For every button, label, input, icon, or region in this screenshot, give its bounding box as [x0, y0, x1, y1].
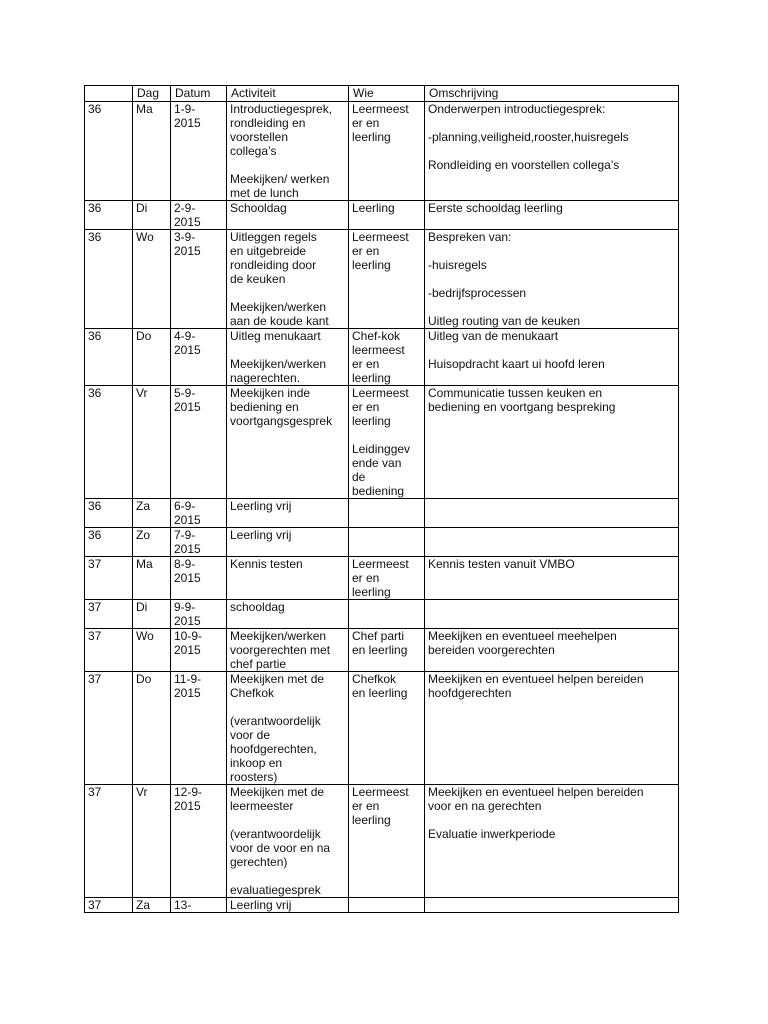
- cell-dag: [133, 898, 171, 913]
- cell-omschrijving: [425, 329, 679, 386]
- cell-week: [85, 672, 133, 785]
- cell-activiteit-text: Meekijken inde bediening en voortgangsgesprek: [230, 386, 333, 428]
- cell-week-text: 36: [88, 201, 102, 215]
- cell-datum: [171, 557, 227, 600]
- cell-datum-text: 3-9- 2015: [174, 230, 201, 258]
- cell-datum-text: 8-9- 2015: [174, 557, 201, 585]
- cell-datum: [171, 386, 227, 499]
- cell-datum: [171, 528, 227, 557]
- table-body: [85, 102, 679, 913]
- cell-datum-text: 5-9- 2015: [174, 386, 201, 414]
- cell-dag-text: Wo: [136, 230, 154, 244]
- cell-activiteit: [227, 557, 349, 600]
- cell-dag: [133, 102, 171, 201]
- cell-datum: [171, 499, 227, 528]
- cell-omschrijving: [425, 898, 679, 913]
- cell-week-text: 36: [88, 230, 102, 244]
- cell-week-text: 37: [88, 785, 102, 799]
- schedule-table: [84, 85, 679, 913]
- cell-omschrijving: [425, 230, 679, 329]
- cell-dag-text: Za: [136, 898, 151, 912]
- cell-week-text: 36: [88, 329, 102, 343]
- cell-activiteit-text: Uitleg menukaart Meekijken/werken nagerechten.: [230, 329, 327, 385]
- cell-dag-text: Di: [136, 600, 148, 614]
- cell-dag: [133, 499, 171, 528]
- cell-wie-text: Leermeest er en leerling: [352, 230, 409, 272]
- cell-dag: [133, 557, 171, 600]
- cell-activiteit: [227, 629, 349, 672]
- cell-dag-text: Zo: [136, 528, 151, 542]
- cell-activiteit: [227, 230, 349, 329]
- cell-omschrijving-text: Meekijken en eventueel helpen bereiden voor en na gerechten Evaluatie inwerkperiode: [428, 785, 644, 841]
- cell-activiteit: [227, 329, 349, 386]
- cell-wie: [349, 386, 425, 499]
- table-row: [85, 230, 679, 329]
- cell-omschrijving: [425, 102, 679, 201]
- header-dag: Dag: [133, 86, 171, 102]
- cell-wie-text: Chef-kok leermeest er en leerling: [352, 329, 405, 385]
- cell-wie: [349, 898, 425, 913]
- cell-week: [85, 629, 133, 672]
- cell-activiteit: [227, 785, 349, 898]
- cell-week-text: 37: [88, 557, 102, 571]
- cell-omschrijving-text: Communicatie tussen keuken en bediening en voortgang bespreking: [428, 386, 616, 414]
- cell-wie: [349, 230, 425, 329]
- cell-omschrijving: [425, 600, 679, 629]
- cell-datum: [171, 629, 227, 672]
- cell-activiteit: [227, 672, 349, 785]
- cell-wie: [349, 672, 425, 785]
- cell-datum: [171, 230, 227, 329]
- cell-activiteit-text: Introductiegesprek, rondleiding en voorstellen collega’s Meekijken/ werken met de lunch: [230, 102, 333, 200]
- cell-week: [85, 386, 133, 499]
- cell-wie: [349, 528, 425, 557]
- cell-datum: [171, 600, 227, 629]
- cell-wie: [349, 102, 425, 201]
- cell-activiteit: [227, 499, 349, 528]
- cell-activiteit-text: Leerling vrij: [230, 528, 292, 542]
- cell-datum: [171, 672, 227, 785]
- cell-omschrijving-text: Eerste schooldag leerling: [428, 201, 563, 215]
- cell-wie: [349, 557, 425, 600]
- cell-activiteit-text: Meekijken met de leermeester (verantwoordelijk voor de voor en na gerechten) evaluatiegesprek: [230, 785, 331, 897]
- cell-omschrijving-text: Meekijken en eventueel meehelpen bereiden voorgerechten: [428, 629, 617, 657]
- cell-omschrijving: [425, 557, 679, 600]
- cell-week: [85, 102, 133, 201]
- table-row: [85, 629, 679, 672]
- cell-wie: [349, 499, 425, 528]
- table-row: [85, 102, 679, 201]
- header-wie: Wie: [349, 86, 425, 102]
- table-row: [85, 898, 679, 913]
- cell-week: [85, 557, 133, 600]
- cell-activiteit: [227, 102, 349, 201]
- cell-week: [85, 785, 133, 898]
- cell-activiteit-text: Schooldag: [230, 201, 287, 215]
- table-row: [85, 499, 679, 528]
- table-row: [85, 557, 679, 600]
- cell-wie-text: Leermeest er en leerling: [352, 102, 409, 144]
- table-row: [85, 672, 679, 785]
- cell-dag: [133, 629, 171, 672]
- cell-activiteit-text: Leerling vrij: [230, 499, 292, 513]
- cell-omschrijving: [425, 672, 679, 785]
- table-row: [85, 329, 679, 386]
- cell-week: [85, 600, 133, 629]
- cell-wie: [349, 629, 425, 672]
- cell-wie-text: Leermeest er en leerling: [352, 785, 409, 827]
- cell-datum-text: 4-9- 2015: [174, 329, 201, 357]
- cell-datum-text: 11-9- 2015: [174, 672, 202, 700]
- table-header-row: [85, 86, 679, 102]
- cell-wie-text: Chefkok en leerling: [352, 672, 408, 700]
- cell-week-text: 36: [88, 499, 102, 513]
- cell-dag: [133, 230, 171, 329]
- cell-wie: [349, 201, 425, 230]
- cell-omschrijving: [425, 528, 679, 557]
- cell-datum: [171, 201, 227, 230]
- cell-activiteit: [227, 898, 349, 913]
- cell-activiteit-text: Kennis testen: [230, 557, 303, 571]
- cell-wie: [349, 785, 425, 898]
- cell-activiteit-text: Meekijken met de Chefkok (verantwoordelijk voor de hoofdgerechten, inkoop en roosters): [230, 672, 325, 784]
- cell-week: [85, 329, 133, 386]
- cell-week-text: 37: [88, 672, 102, 686]
- cell-datum: [171, 898, 227, 913]
- cell-datum-text: 2-9- 2015: [174, 201, 201, 229]
- header-omschrijving: Omschrijving: [425, 86, 679, 102]
- cell-activiteit-text: Meekijken/werken voorgerechten met chef partie: [230, 629, 331, 671]
- cell-dag-text: Do: [136, 672, 152, 686]
- cell-activiteit-text: Leerling vrij: [230, 898, 292, 912]
- cell-datum-text: 10-9- 2015: [174, 629, 203, 657]
- cell-activiteit-text: Uitleggen regels en uitgebreide rondleiding door de keuken Meekijken/werken aan de koude kant: [230, 230, 329, 328]
- cell-dag-text: Do: [136, 329, 152, 343]
- table-row: [85, 386, 679, 499]
- cell-dag-text: Ma: [136, 102, 153, 116]
- cell-week: [85, 230, 133, 329]
- cell-dag: [133, 386, 171, 499]
- cell-week-text: 36: [88, 528, 102, 542]
- cell-dag-text: Vr: [136, 386, 148, 400]
- cell-wie-text: Leermeest er en leerling: [352, 557, 409, 599]
- cell-week-text: 36: [88, 102, 102, 116]
- cell-datum: [171, 785, 227, 898]
- table-row: [85, 600, 679, 629]
- cell-datum: [171, 329, 227, 386]
- cell-wie-text: Chef parti en leerling: [352, 629, 408, 657]
- cell-dag-text: Za: [136, 499, 151, 513]
- cell-activiteit: [227, 386, 349, 499]
- cell-week: [85, 528, 133, 557]
- cell-datum-text: 6-9- 2015: [174, 499, 201, 527]
- cell-omschrijving-text: Onderwerpen introductiegesprek: -planning,veiligheid,rooster,huisregels Rondleiding en voorstellen collega’s: [428, 102, 629, 172]
- cell-week-text: 36: [88, 386, 102, 400]
- cell-dag: [133, 329, 171, 386]
- cell-week-text: 37: [88, 629, 102, 643]
- cell-datum-text: 12-9- 2015: [174, 785, 203, 813]
- table-row: [85, 201, 679, 230]
- cell-dag: [133, 600, 171, 629]
- header-datum: Datum: [171, 86, 227, 102]
- cell-omschrijving: [425, 386, 679, 499]
- cell-week: [85, 201, 133, 230]
- cell-omschrijving-text: Bespreken van: -huisregels -bedrijfsprocessen Uitleg routing van de keuken: [428, 230, 581, 328]
- cell-datum: [171, 102, 227, 201]
- cell-wie-text: Leermeest er en leerling Leidinggev ende van de bediening: [352, 386, 411, 498]
- cell-dag: [133, 785, 171, 898]
- cell-datum-text: 1-9- 2015: [174, 102, 201, 130]
- cell-week-text: 37: [88, 898, 102, 912]
- cell-dag: [133, 528, 171, 557]
- cell-activiteit: [227, 201, 349, 230]
- cell-week: [85, 499, 133, 528]
- cell-dag-text: Vr: [136, 785, 148, 799]
- cell-activiteit: [227, 600, 349, 629]
- cell-omschrijving-text: Uitleg van de menukaart Huisopdracht kaart ui hoofd leren: [428, 329, 605, 371]
- cell-omschrijving: [425, 499, 679, 528]
- header-week: [85, 86, 133, 102]
- cell-activiteit-text: schooldag: [230, 600, 285, 614]
- cell-wie-text: Leerling: [352, 201, 395, 215]
- cell-omschrijving: [425, 785, 679, 898]
- cell-dag-text: Wo: [136, 629, 154, 643]
- cell-datum-text: 7-9- 2015: [174, 528, 201, 556]
- header-activiteit: Activiteit: [227, 86, 349, 102]
- cell-week-text: 37: [88, 600, 102, 614]
- cell-dag: [133, 201, 171, 230]
- cell-datum-text: 13-: [174, 898, 192, 912]
- cell-omschrijving: [425, 201, 679, 230]
- cell-datum-text: 9-9- 2015: [174, 600, 201, 628]
- cell-week: [85, 898, 133, 913]
- table-row: [85, 528, 679, 557]
- cell-dag-text: Ma: [136, 557, 153, 571]
- cell-wie: [349, 329, 425, 386]
- cell-dag-text: Di: [136, 201, 148, 215]
- table-row: [85, 785, 679, 898]
- cell-omschrijving-text: Meekijken en eventueel helpen bereiden hoofdgerechten: [428, 672, 644, 700]
- cell-activiteit: [227, 528, 349, 557]
- cell-wie: [349, 600, 425, 629]
- cell-omschrijving: [425, 629, 679, 672]
- cell-dag: [133, 672, 171, 785]
- cell-omschrijving-text: Kennis testen vanuit VMBO: [428, 557, 575, 571]
